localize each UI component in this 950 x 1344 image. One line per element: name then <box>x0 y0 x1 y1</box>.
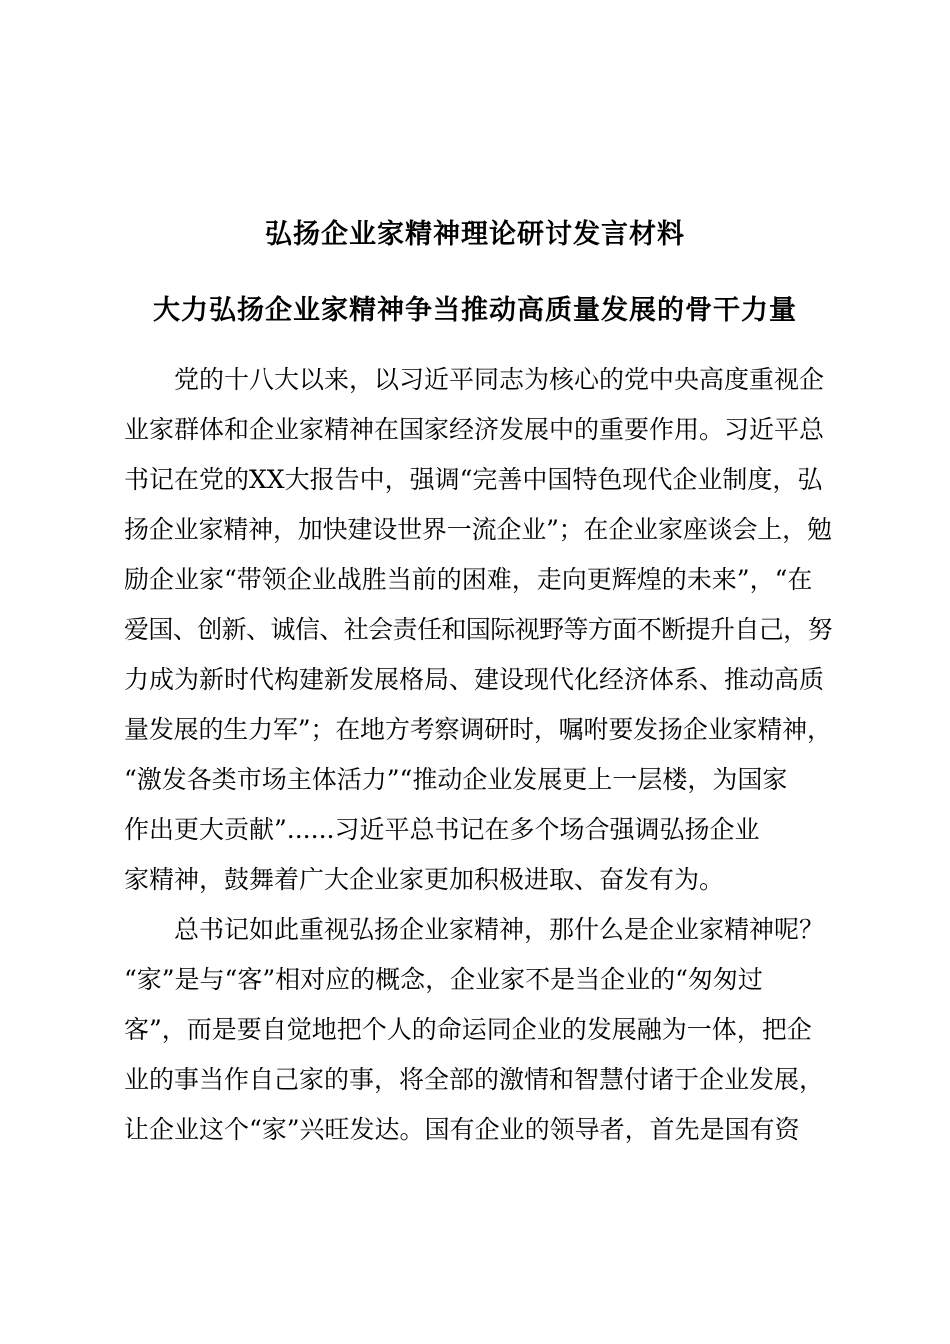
body-line: 书记在党的XX大报告中，强调“完善中国特色现代企业制度，弘 <box>124 465 823 494</box>
body-line: “激发各类市场主体活力”“推动企业发展更上一层楼，为国家 <box>124 765 788 794</box>
body-line: 爱国、创新、诚信、社会责任和国际视野等方面不断提升自己，努 <box>124 615 833 644</box>
body-line: “家”是与“客”相对应的概念，企业家不是当企业的“匆匆过 <box>124 965 763 994</box>
body-line: 力成为新时代构建新发展格局、建设现代化经济体系、推动高质 <box>124 665 825 694</box>
document-subtitle: 大力弘扬企业家精神争当推动高质量发展的骨干力量 <box>153 295 797 326</box>
document-title: 弘扬企业家精神理论研讨发言材料 <box>265 219 685 250</box>
body-line: 量发展的生力军”；在地方考察调研时，嘱咐要发扬企业家精神， <box>124 715 832 744</box>
body-line: 作出更大贡献”......习近平总书记在多个场合强调弘扬企业 <box>124 815 760 844</box>
body-line: 客”，而是要自觉地把个人的命运同企业的发展融为一体，把企 <box>124 1015 812 1044</box>
body-line: 业家群体和企业家精神在国家经济发展中的重要作用。习近平总 <box>124 415 825 444</box>
body-line: 扬企业家精神，加快建设世界一流企业”；在企业家座谈会上，勉 <box>124 515 832 544</box>
body-line: 总书记如此重视弘扬企业家精神，那什么是企业家精神呢？ <box>124 915 825 944</box>
body-line: 业的事当作自己家的事，将全部的激情和智慧付诸于企业发展， <box>124 1065 825 1094</box>
body-line: 励企业家“带领企业战胜当前的困难，走向更辉煌的未来”，“在 <box>124 565 813 594</box>
body-line: 让企业这个“家”兴旺发达。国有企业的领导者，首先是国有资 <box>124 1115 800 1144</box>
body-line: 党的十八大以来，以习近平同志为核心的党中央高度重视企 <box>124 365 825 394</box>
body-line: 家精神，鼓舞着广大企业家更加积极进取、奋发有为。 <box>124 865 725 894</box>
